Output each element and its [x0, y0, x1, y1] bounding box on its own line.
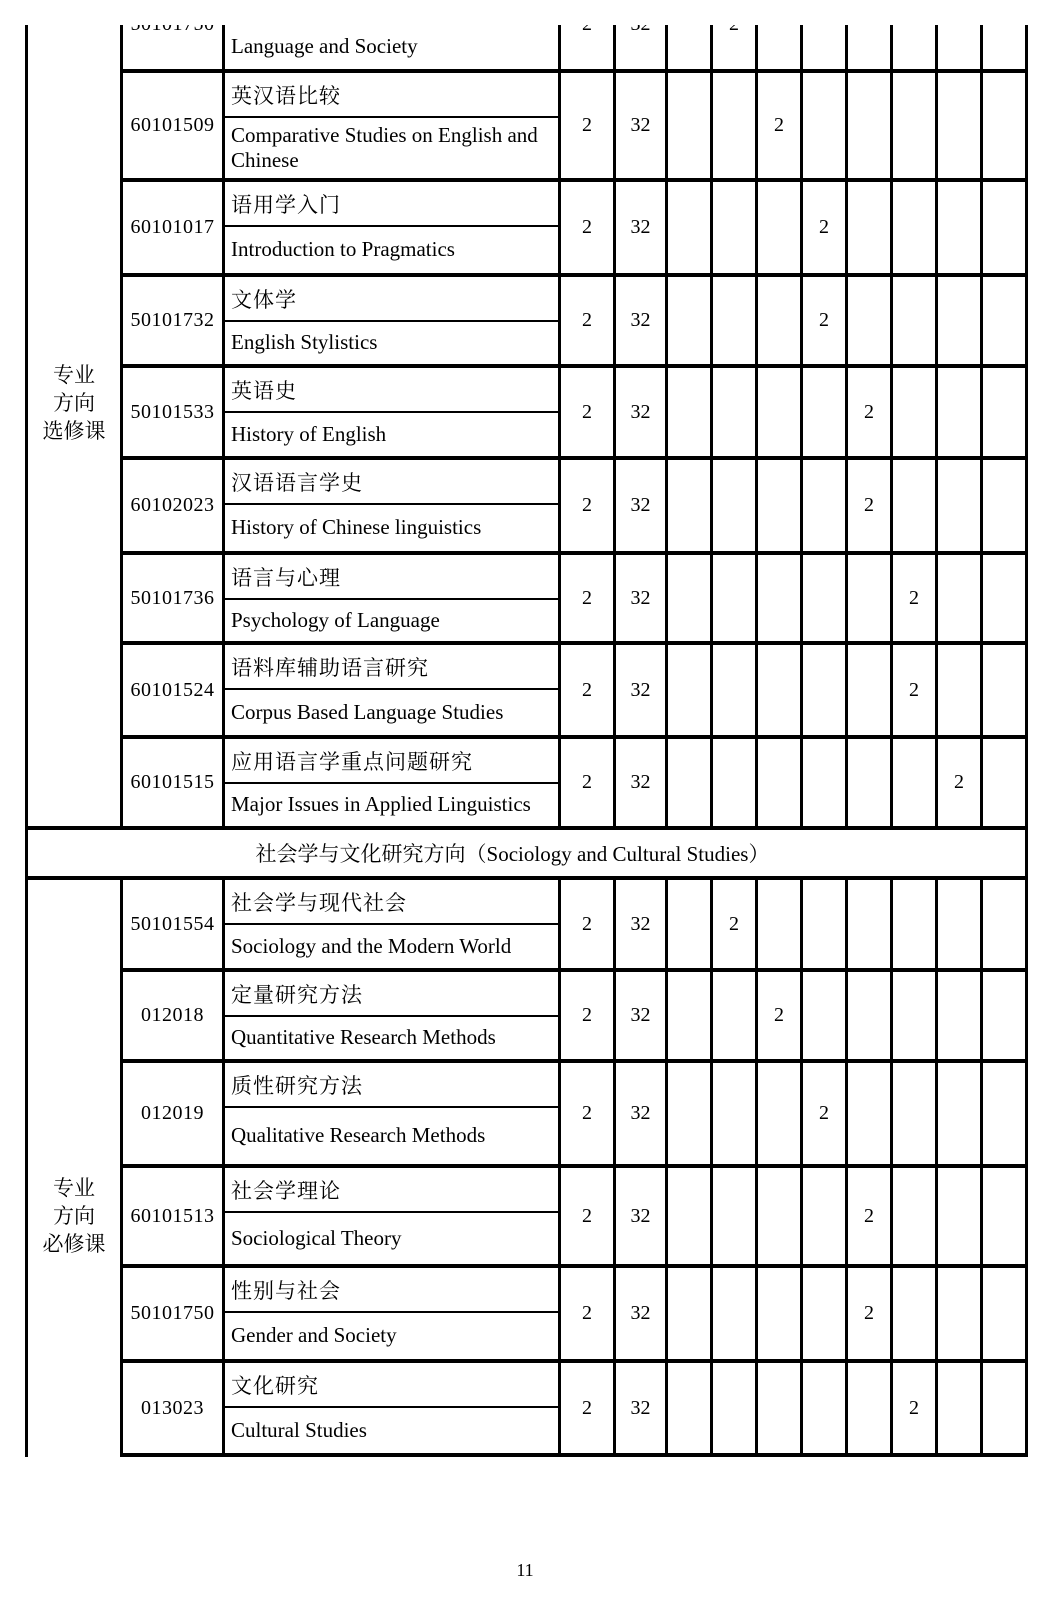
course-name-cn: 英语史 [225, 368, 558, 413]
semester-7-cell [938, 1168, 983, 1268]
course-name-en: Introduction to Pragmatics [231, 237, 455, 262]
category-line: 选修课 [42, 419, 106, 443]
semester-8-cell [983, 1363, 1028, 1457]
semester-6-cell [893, 73, 938, 182]
hours-cell: 32 [616, 739, 668, 830]
semester-4-cell: 2 [803, 277, 848, 368]
course-name-en: Cultural Studies [231, 1417, 367, 1442]
credits-cell: 2 [561, 182, 616, 277]
semester-8-cell [983, 277, 1028, 368]
semester-3-cell: 2 [758, 972, 803, 1063]
semester-2-cell [713, 182, 758, 277]
semester-6-cell [893, 368, 938, 460]
course-name-cell [225, 880, 561, 972]
semester-5-cell: 2 [848, 368, 893, 460]
semester-6-cell [893, 1268, 938, 1363]
semester-6-cell [893, 880, 938, 972]
page-top-margin [0, 0, 1050, 25]
section-divider: 社会学与文化研究方向（Sociology and Cultural Studies） [28, 830, 1028, 880]
semester-8-cell [983, 1168, 1028, 1268]
semester-1-cell [668, 1168, 713, 1268]
credits-cell: 2 [561, 460, 616, 555]
course-code: 60101524 [123, 645, 225, 739]
semester-8-cell [983, 880, 1028, 972]
semester-3-cell [758, 1363, 803, 1457]
hours-cell: 32 [616, 73, 668, 182]
credits-cell: 2 [561, 1063, 616, 1168]
semester-2-cell [713, 73, 758, 182]
course-name-en: History of English [231, 421, 387, 446]
semester-2-cell [713, 739, 758, 830]
semester-2-cell [713, 460, 758, 555]
course-name-en: Psychology of Language [231, 607, 440, 632]
semester-2-cell [713, 368, 758, 460]
semester-7-cell [938, 368, 983, 460]
semester-2-cell [713, 1363, 758, 1457]
course-name-en: Comparative Studies on English and Chinese [231, 122, 538, 172]
semester-7-cell [938, 460, 983, 555]
semester-4-cell [803, 1168, 848, 1268]
course-name-cell [225, 1063, 561, 1168]
course-name-en: Language and Society [231, 34, 418, 59]
semester-3-cell [758, 460, 803, 555]
semester-5-cell: 2 [848, 1168, 893, 1268]
semester-8-cell [983, 1268, 1028, 1363]
course-name-en: Gender and Society [231, 1323, 397, 1348]
semester-1-cell [668, 73, 713, 182]
course-code: 60101509 [123, 73, 225, 182]
hours-cell: 32 [616, 555, 668, 645]
course-name-en: Major Issues in Applied Linguistics [231, 792, 531, 817]
course-code: 50101736 [123, 555, 225, 645]
semester-6-cell [893, 182, 938, 277]
semester-1-cell [668, 182, 713, 277]
category-line: 方向 [53, 391, 95, 415]
semester-1-cell [668, 739, 713, 830]
semester-3-cell [758, 880, 803, 972]
course-name-cn: 社会学与现代社会 [225, 880, 558, 925]
course-name-cn: 英汉语比较 [225, 73, 558, 118]
hours-cell: 32 [616, 460, 668, 555]
hours-cell: 32 [616, 645, 668, 739]
course-code: 013023 [123, 1363, 225, 1457]
semester-4-cell [803, 555, 848, 645]
semester-8-cell [983, 182, 1028, 277]
credits-cell: 2 [561, 1268, 616, 1363]
hours-cell: 32 [616, 880, 668, 972]
credits-cell: 2 [561, 73, 616, 182]
course-name-cell [225, 555, 561, 645]
hours-cell: 32 [616, 1363, 668, 1457]
semester-2-cell: 2 [713, 880, 758, 972]
semester-5-cell [848, 182, 893, 277]
course-name-cn: 性别与社会 [225, 1268, 558, 1313]
credits-cell: 2 [561, 972, 616, 1063]
course-name-cell [225, 739, 561, 830]
course-name-cn: 汉语语言学史 [225, 460, 558, 505]
semester-2-cell [713, 1063, 758, 1168]
course-name-cell [225, 972, 561, 1063]
course-name-cn: 语用学入门 [225, 182, 558, 227]
semester-8-cell [983, 555, 1028, 645]
credits-cell: 2 [561, 368, 616, 460]
semester-3-cell [758, 1168, 803, 1268]
semester-8-cell [983, 1063, 1028, 1168]
semester-7-cell [938, 182, 983, 277]
semester-5-cell [848, 880, 893, 972]
semester-6-cell: 2 [893, 555, 938, 645]
semester-3-cell [758, 555, 803, 645]
semester-3-cell [758, 739, 803, 830]
semester-1-cell [668, 880, 713, 972]
semester-4-cell [803, 739, 848, 830]
course-code: 50101732 [123, 277, 225, 368]
category-line: 专业 [53, 1175, 95, 1200]
semester-3-cell: 2 [758, 73, 803, 182]
course-name-cell [225, 182, 561, 277]
course-code: 012018 [123, 972, 225, 1063]
semester-7-cell [938, 73, 983, 182]
hours-cell: 32 [616, 368, 668, 460]
semester-6-cell: 2 [893, 645, 938, 739]
semester-1-cell [668, 277, 713, 368]
semester-7-cell [938, 645, 983, 739]
semester-2-cell [713, 277, 758, 368]
semester-7-cell: 2 [938, 739, 983, 830]
semester-5-cell: 2 [848, 460, 893, 555]
course-code: 60101017 [123, 182, 225, 277]
semester-4-cell: 2 [803, 182, 848, 277]
semester-5-cell [848, 739, 893, 830]
semester-1-cell [668, 1363, 713, 1457]
semester-4-cell [803, 880, 848, 972]
semester-4-cell [803, 368, 848, 460]
semester-5-cell [848, 1363, 893, 1457]
semester-5-cell: 2 [848, 1268, 893, 1363]
semester-4-cell [803, 972, 848, 1063]
hours-cell: 32 [616, 1268, 668, 1363]
semester-2-cell [713, 972, 758, 1063]
course-name-en: Sociology and the Modern World [231, 933, 512, 958]
semester-7-cell [938, 972, 983, 1063]
course-code: 50101554 [123, 880, 225, 972]
semester-4-cell [803, 645, 848, 739]
semester-3-cell [758, 277, 803, 368]
credits-cell: 2 [561, 645, 616, 739]
semester-2-cell [713, 555, 758, 645]
course-name-cell [225, 277, 561, 368]
hours-cell: 32 [616, 1063, 668, 1168]
semester-8-cell [983, 73, 1028, 182]
semester-1-cell [668, 1268, 713, 1363]
semester-3-cell [758, 182, 803, 277]
category-line: 方向 [53, 1203, 95, 1228]
semester-3-cell [758, 1268, 803, 1363]
semester-8-cell [983, 739, 1028, 830]
semester-7-cell [938, 880, 983, 972]
semester-5-cell [848, 73, 893, 182]
semester-8-cell [983, 460, 1028, 555]
semester-7-cell [938, 1363, 983, 1457]
semester-3-cell [758, 645, 803, 739]
category-cell-electives [28, 0, 123, 830]
semester-4-cell [803, 73, 848, 182]
semester-7-cell [938, 1268, 983, 1363]
course-code: 60101515 [123, 739, 225, 830]
semester-5-cell [848, 555, 893, 645]
semester-1-cell [668, 1063, 713, 1168]
hours-cell: 32 [616, 277, 668, 368]
credits-cell: 2 [561, 739, 616, 830]
course-name-cell [225, 460, 561, 555]
course-code: 50101750 [123, 1268, 225, 1363]
course-code: 012019 [123, 1063, 225, 1168]
semester-1-cell [668, 368, 713, 460]
course-name-cn: 质性研究方法 [225, 1063, 558, 1108]
semester-2-cell [713, 1268, 758, 1363]
semester-6-cell [893, 1063, 938, 1168]
semester-8-cell [983, 645, 1028, 739]
semester-5-cell [848, 972, 893, 1063]
course-name-en: Sociological Theory [231, 1225, 402, 1250]
semester-3-cell [758, 1063, 803, 1168]
semester-6-cell [893, 739, 938, 830]
course-name-cell [225, 1363, 561, 1457]
course-name-cell [225, 1268, 561, 1363]
course-name-cn: 语言与心理 [225, 555, 558, 600]
semester-4-cell [803, 460, 848, 555]
semester-3-cell [758, 368, 803, 460]
category-line: 必修课 [42, 1231, 106, 1256]
semester-2-cell [713, 645, 758, 739]
semester-1-cell [668, 645, 713, 739]
semester-4-cell [803, 1363, 848, 1457]
course-name-cell [225, 368, 561, 460]
semester-6-cell [893, 972, 938, 1063]
course-name-en: Corpus Based Language Studies [231, 699, 504, 724]
credits-cell: 2 [561, 277, 616, 368]
credits-cell: 2 [561, 555, 616, 645]
course-name-en: English Stylistics [231, 330, 378, 355]
category-cell-required [28, 880, 123, 1457]
hours-cell: 32 [616, 972, 668, 1063]
course-name-cell [225, 645, 561, 739]
semester-5-cell [848, 645, 893, 739]
semester-6-cell: 2 [893, 1363, 938, 1457]
semester-7-cell [938, 555, 983, 645]
course-name-en: Quantitative Research Methods [231, 1025, 496, 1050]
semester-6-cell [893, 460, 938, 555]
semester-4-cell [803, 1268, 848, 1363]
course-name-cn: 应用语言学重点问题研究 [225, 739, 558, 784]
page-number: 11 [516, 1560, 534, 1580]
semester-8-cell [983, 972, 1028, 1063]
semester-1-cell [668, 972, 713, 1063]
semester-7-cell [938, 277, 983, 368]
course-name-cn: 文化研究 [225, 1363, 558, 1408]
hours-cell: 32 [616, 1168, 668, 1268]
semester-4-cell: 2 [803, 1063, 848, 1168]
course-name-en: History of Chinese linguistics [231, 515, 482, 540]
course-name-cn: 语料库辅助语言研究 [225, 645, 558, 690]
curriculum-table [25, 0, 1028, 1457]
semester-2-cell [713, 1168, 758, 1268]
credits-cell: 2 [561, 880, 616, 972]
course-name-cn: 定量研究方法 [225, 972, 558, 1017]
course-code: 60101513 [123, 1168, 225, 1268]
semester-1-cell [668, 555, 713, 645]
semester-1-cell [668, 460, 713, 555]
semester-6-cell [893, 1168, 938, 1268]
course-code: 50101533 [123, 368, 225, 460]
course-code: 60102023 [123, 460, 225, 555]
semester-6-cell [893, 277, 938, 368]
course-name-cell [225, 73, 561, 182]
credits-cell: 2 [561, 1363, 616, 1457]
hours-cell: 32 [616, 182, 668, 277]
course-name-cn: 社会学理论 [225, 1168, 558, 1213]
credits-cell: 2 [561, 1168, 616, 1268]
semester-7-cell [938, 1063, 983, 1168]
course-name-cn: 文体学 [225, 277, 558, 322]
semester-5-cell [848, 277, 893, 368]
semester-8-cell [983, 368, 1028, 460]
course-name-cell [225, 1168, 561, 1268]
course-name-en: Qualitative Research Methods [231, 1123, 486, 1148]
semester-5-cell [848, 1063, 893, 1168]
category-line: 专业 [53, 363, 95, 387]
